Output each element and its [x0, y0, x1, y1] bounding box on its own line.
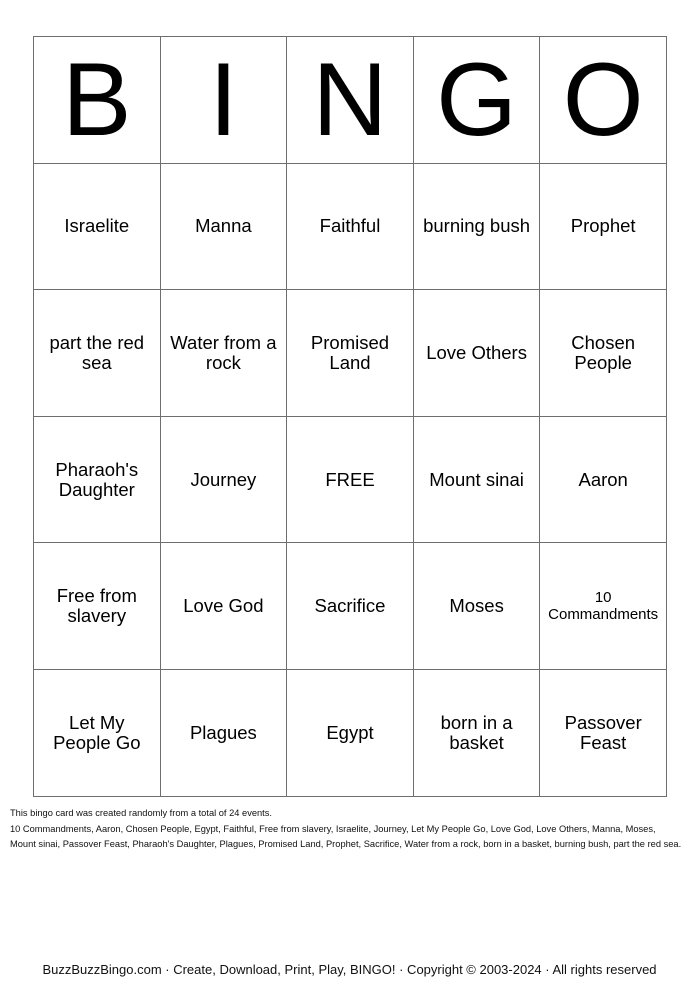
card-cell: Aaron: [540, 416, 667, 543]
header-letter-o: O: [540, 37, 667, 164]
header-letter-b: B: [34, 37, 161, 164]
header-letter-g: G: [413, 37, 540, 164]
card-cell: born in a basket: [413, 669, 540, 796]
bingo-card: [33, 36, 667, 797]
card-cell: Plagues: [160, 669, 287, 796]
header-letter-n: N: [287, 37, 414, 164]
card-cell: part the red sea: [34, 290, 161, 417]
card-summary: This bingo card was created randomly from a total of 24 events.: [10, 808, 272, 818]
card-cell: Faithful: [287, 163, 414, 290]
header-letter-i: I: [160, 37, 287, 164]
card-row: [34, 669, 667, 796]
card-cell: Prophet: [540, 163, 667, 290]
free-space-cell: FREE: [287, 416, 414, 543]
card-cell: Egypt: [287, 669, 414, 796]
card-cell: Journey: [160, 416, 287, 543]
card-info: [10, 806, 699, 853]
card-cell: burning bush: [413, 163, 540, 290]
event-list-line-1: 10 Commandments, Aaron, Chosen People, Egypt, Faithful, Free from slavery, Israelite, Journey, Let My People Go, Love God, Love Others, Manna, Moses,: [10, 823, 656, 834]
card-cell: Pharaoh's Daughter: [34, 416, 161, 543]
card-cell: Israelite: [34, 163, 161, 290]
card-cell: Chosen People: [540, 290, 667, 417]
card-cell: Love Others: [413, 290, 540, 417]
card-cell: Manna: [160, 163, 287, 290]
header-row: [34, 37, 667, 164]
card-row: [34, 163, 667, 290]
card-row: [34, 290, 667, 417]
card-cell: Sacrifice: [287, 543, 414, 670]
card-cell: Mount sinai: [413, 416, 540, 543]
card-cell: 10 Commandments: [540, 543, 667, 670]
card-cell: Love God: [160, 543, 287, 670]
card-row: [34, 416, 667, 543]
card-cell: Free from slavery: [34, 543, 161, 670]
footer: BuzzBuzzBingo.com · Create, Download, Print, Play, BINGO! · Copyright © 2003-2024 · All rights reserved: [42, 962, 657, 977]
card-cell: Let My People Go: [34, 669, 161, 796]
card-row: [34, 543, 667, 670]
card-cell: Moses: [413, 543, 540, 670]
card-cell: Water from a rock: [160, 290, 287, 417]
card-cell: Passover Feast: [540, 669, 667, 796]
event-list-line-2: Mount sinai, Passover Feast, Pharaoh's Daughter, Plagues, Promised Land, Prophet, Sacrifice, Water from a rock, born in a basket, burning bush, part the red sea.: [10, 839, 682, 849]
card-cell: Promised Land: [287, 290, 414, 417]
